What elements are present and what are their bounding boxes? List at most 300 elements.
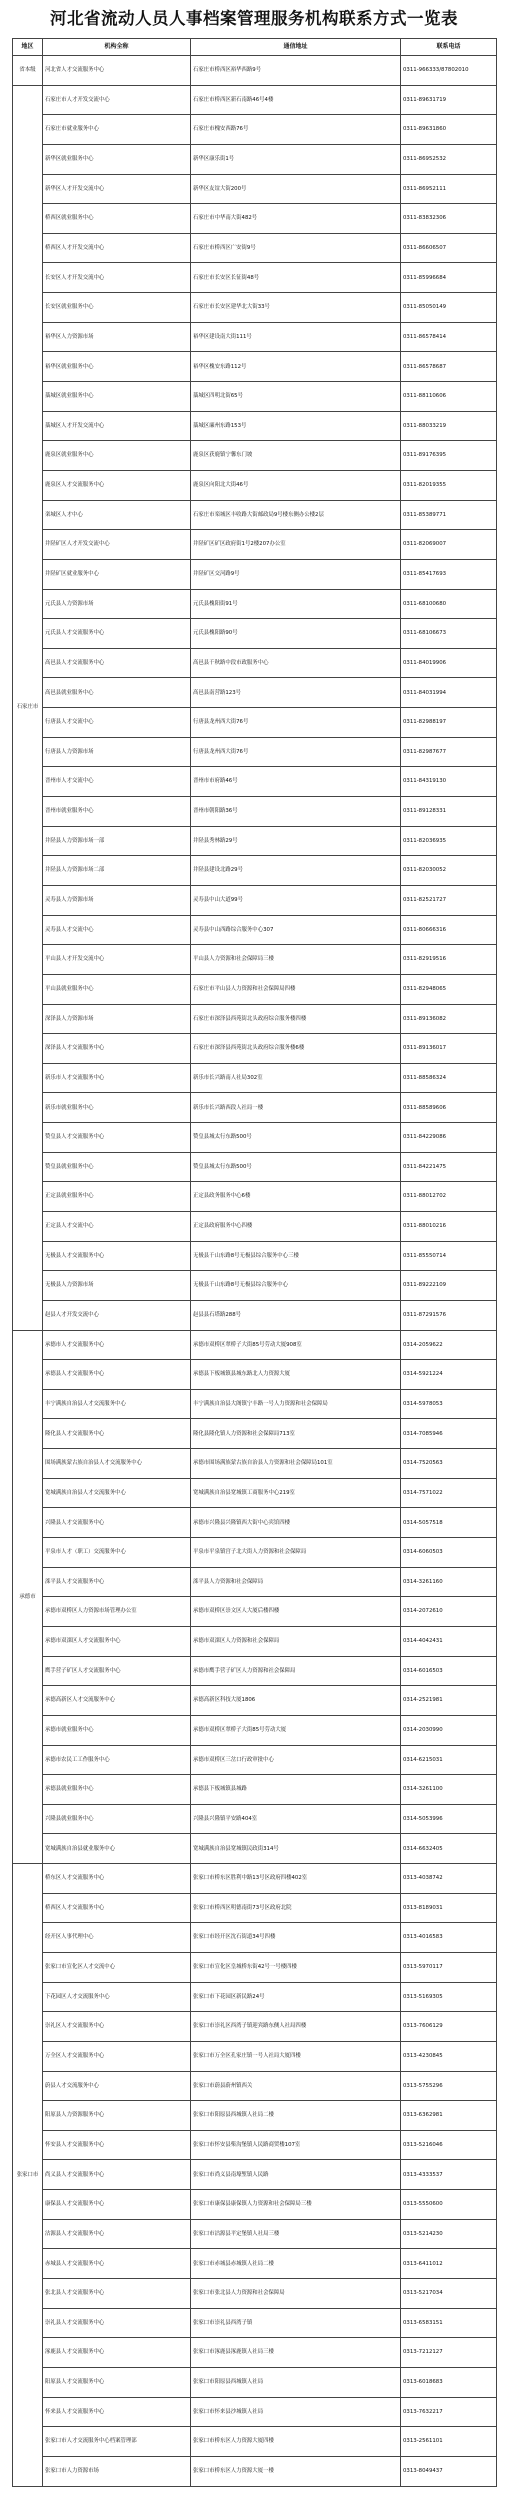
phone-cell: 0314-2030990 [401, 1715, 497, 1745]
phone-cell: 0313-6411012 [401, 2249, 497, 2279]
org-name-cell: 兴隆县人才交流服务中心 [43, 1508, 191, 1538]
address-cell: 张家口市张北县人力资源和社会保障局 [191, 2279, 401, 2309]
table-row [13, 1804, 497, 1834]
table-row [13, 56, 497, 86]
table-row [13, 1775, 497, 1805]
phone-cell: 0314-2072610 [401, 1597, 497, 1627]
address-cell: 鹿泉区获鹿镇宁馨东门坡 [191, 441, 401, 471]
address-cell: 张家口市桥东区人力资源大厦一楼 [191, 2456, 401, 2486]
table-row [13, 1211, 497, 1241]
org-name-cell: 承德市就业服务中心 [43, 1715, 191, 1745]
phone-cell: 0311-89631860 [401, 115, 497, 145]
org-name-cell: 宽城满族自治县就业服务中心 [43, 1834, 191, 1864]
phone-cell: 0311-82019355 [401, 470, 497, 500]
phone-cell: 0311-88586324 [401, 1063, 497, 1093]
address-cell: 无极县千山东路8号无极县综合服务中心 [191, 1271, 401, 1301]
table-row [13, 915, 497, 945]
org-name-cell: 鹰手营子矿区人才交流服务中心 [43, 1656, 191, 1686]
table-row [13, 2367, 497, 2397]
phone-cell: 0311-89222109 [401, 1271, 497, 1301]
address-cell: 张家口市康保县康保镇人力资源和社会保障局三楼 [191, 2190, 401, 2220]
phone-cell: 0313-4038742 [401, 1864, 497, 1894]
org-name-cell: 万全区人才交流服务中心 [43, 2041, 191, 2071]
address-cell: 石家庄市中华南大街482号 [191, 204, 401, 234]
table-row [13, 263, 497, 293]
phone-cell: 0314-4042431 [401, 1626, 497, 1656]
org-name-cell: 张北县人才交流服务中心 [43, 2279, 191, 2309]
org-name-cell: 高邑县就业服务中心 [43, 678, 191, 708]
org-name-cell: 行唐县人才交流中心 [43, 708, 191, 738]
org-name-cell: 承德高新区人才交流服务中心 [43, 1686, 191, 1716]
org-name-cell: 涿鹿县人才交流服务中心 [43, 2338, 191, 2368]
org-name-cell: 藁城区就业服务中心 [43, 382, 191, 412]
org-name-cell: 平泉市人才（职工）交流服务中心 [43, 1538, 191, 1568]
phone-cell: 0313-5214230 [401, 2219, 497, 2249]
table-row [13, 678, 497, 708]
address-cell: 晋州市朝阳路36号 [191, 797, 401, 827]
phone-cell: 0311-84221475 [401, 1152, 497, 1182]
org-name-cell: 行唐县人力资源市场 [43, 737, 191, 767]
org-name-cell: 经开区人事代理中心 [43, 1923, 191, 1953]
org-name-cell: 晋州市就业服务中心 [43, 797, 191, 827]
address-cell: 张家口市崇礼区西湾子镇迎宾路东侧人社局四楼 [191, 2012, 401, 2042]
table-row [13, 1152, 497, 1182]
address-cell: 承德市鹰手营子矿区人力资源和社会保障局 [191, 1656, 401, 1686]
address-cell: 元氏县槐阳路90号 [191, 619, 401, 649]
address-cell: 平山县人力资源和社会保障局三楼 [191, 945, 401, 975]
table-row [13, 1745, 497, 1775]
phone-cell: 0311-85550714 [401, 1241, 497, 1271]
table-row [13, 2338, 497, 2368]
address-cell: 承德市双桥区崇文区人大厦后楼四楼 [191, 1597, 401, 1627]
table-row [13, 1982, 497, 2012]
phone-cell: 0313-4016583 [401, 1923, 497, 1953]
address-cell: 裕华区槐安东路112号 [191, 352, 401, 382]
org-name-cell: 宽城满族自治县人才交流服务中心 [43, 1478, 191, 1508]
phone-cell: 0311-85389771 [401, 500, 497, 530]
org-name-cell: 赵县人才开发交流中心 [43, 1300, 191, 1330]
org-name-cell: 鹿泉区就业服务中心 [43, 441, 191, 471]
phone-cell: 0313-8189031 [401, 1893, 497, 1923]
org-name-cell: 高邑县人才交流服务中心 [43, 648, 191, 678]
table-row [13, 1923, 497, 1953]
org-name-cell: 桥西区人才交流服务中心 [43, 1893, 191, 1923]
address-cell: 正定县政务服务中心6楼 [191, 1182, 401, 1212]
phone-cell: 0311-86578687 [401, 352, 497, 382]
address-cell: 张家口市经开区沈石街道34号四楼 [191, 1923, 401, 1953]
address-cell: 承德市双桥区三岔口行政审批中心 [191, 1745, 401, 1775]
address-cell: 藁城区廉州东路153号 [191, 411, 401, 441]
phone-cell: 0313-7632217 [401, 2397, 497, 2427]
org-name-cell: 长安区就业服务中心 [43, 293, 191, 323]
phone-cell: 0311-89136017 [401, 1034, 497, 1064]
region-cell: 石家庄市 [13, 85, 43, 1330]
org-name-cell: 崇礼区人才交流服务中心 [43, 2012, 191, 2042]
phone-cell: 0311-68100680 [401, 589, 497, 619]
phone-cell: 0313-5970117 [401, 1953, 497, 1983]
table-row [13, 2190, 497, 2220]
address-cell: 无极县千山东路8号无极县综合服务中心三楼 [191, 1241, 401, 1271]
org-name-cell: 阳原县人力资源服务中心 [43, 2101, 191, 2131]
table-row [13, 2012, 497, 2042]
phone-cell: 0311-84229086 [401, 1123, 497, 1153]
org-name-cell: 崇礼县人才交流服务中心 [43, 2308, 191, 2338]
address-cell: 高邑县千秋路中段市政服务中心 [191, 648, 401, 678]
org-name-cell: 桥西区人才开发交流中心 [43, 233, 191, 263]
table-row [13, 2071, 497, 2101]
phone-cell: 0311-82036935 [401, 826, 497, 856]
table-row [13, 2249, 497, 2279]
phone-cell: 0311-89631719 [401, 85, 497, 115]
table-row [13, 1538, 497, 1568]
table-row [13, 1360, 497, 1390]
address-cell: 承德高新区科技大厦1806 [191, 1686, 401, 1716]
org-name-cell: 藁城区人才开发交流中心 [43, 411, 191, 441]
table-row [13, 1626, 497, 1656]
phone-cell: 0311-82919516 [401, 945, 497, 975]
phone-cell: 0313-5550600 [401, 2190, 497, 2220]
org-name-cell: 兴隆县就业服务中心 [43, 1804, 191, 1834]
table-row [13, 1389, 497, 1419]
table-row [13, 589, 497, 619]
table-row [13, 648, 497, 678]
table-row [13, 322, 497, 352]
org-name-cell: 深泽县人力资源市场 [43, 1004, 191, 1034]
address-cell: 张家口市宣化区皇城桥东街42号一号楼四楼 [191, 1953, 401, 1983]
phone-cell: 0313-5216046 [401, 2130, 497, 2160]
table-row [13, 1063, 497, 1093]
address-cell: 灵寿县中山大道99号 [191, 885, 401, 915]
phone-cell: 0314-3261160 [401, 1567, 497, 1597]
address-cell: 丰宁满族自治县大阁镇宁丰路一号人力资源和社会保障局 [191, 1389, 401, 1419]
address-cell: 新华区友谊大街200号 [191, 174, 401, 204]
org-name-cell: 新华区人才开发交流中心 [43, 174, 191, 204]
table-row [13, 619, 497, 649]
phone-cell: 0311-84319130 [401, 767, 497, 797]
phone-cell: 0314-2059622 [401, 1330, 497, 1360]
table-row [13, 470, 497, 500]
address-cell: 晋州市市府路46号 [191, 767, 401, 797]
table-row [13, 2456, 497, 2486]
address-cell: 石家庄市桥西区广安街9号 [191, 233, 401, 263]
address-cell: 张家口市尚义县南壕堑镇人民路 [191, 2160, 401, 2190]
phone-cell: 0311-82988197 [401, 708, 497, 738]
address-cell: 灵寿县中山西路综合服务中心307 [191, 915, 401, 945]
table-row [13, 767, 497, 797]
org-name-cell: 长安区人才开发交流中心 [43, 263, 191, 293]
table-row [13, 2427, 497, 2457]
phone-cell: 0314-6215031 [401, 1745, 497, 1775]
table-row [13, 500, 497, 530]
address-cell: 承德市双桥区翠桥子大街85号劳动大厦 [191, 1715, 401, 1745]
address-cell: 张家口市崇礼县西湾子镇 [191, 2308, 401, 2338]
address-cell: 平泉市平泉镇宫子北大街人力资源和社会保障局 [191, 1538, 401, 1568]
address-cell: 赞皇县城太行东路500号 [191, 1152, 401, 1182]
table-row [13, 1330, 497, 1360]
org-name-cell: 晋州市人才交流中心 [43, 767, 191, 797]
table-row [13, 797, 497, 827]
address-cell: 张家口市怀来县沙城镇人社局 [191, 2397, 401, 2427]
table-row [13, 1478, 497, 1508]
phone-cell: 0313-6362981 [401, 2101, 497, 2131]
phone-cell: 0311-86952532 [401, 144, 497, 174]
org-name-cell: 鹿泉区人才交流服务中心 [43, 470, 191, 500]
address-cell: 行唐县龙州西大街76号 [191, 737, 401, 767]
org-name-cell: 石家庄市就业服务中心 [43, 115, 191, 145]
org-name-cell: 赞皇县就业服务中心 [43, 1152, 191, 1182]
table-row [13, 737, 497, 767]
address-cell: 井陉矿区矿区政府街1号2楼207办公室 [191, 530, 401, 560]
phone-cell: 0311-88110606 [401, 382, 497, 412]
phone-cell: 0313-6018683 [401, 2367, 497, 2397]
table-row [13, 1419, 497, 1449]
org-name-cell: 正定县就业服务中心 [43, 1182, 191, 1212]
phone-cell: 0311-966333/87802010 [401, 56, 497, 86]
org-name-cell: 平山县人才开发交流中心 [43, 945, 191, 975]
address-cell: 张家口市桥东区人力资源大厦四楼 [191, 2427, 401, 2457]
phone-cell: 0313-4230845 [401, 2041, 497, 2071]
table-row [13, 885, 497, 915]
table-row [13, 945, 497, 975]
header-phone: 联系电话 [401, 39, 497, 56]
table-row [13, 174, 497, 204]
phone-cell: 0313-7212127 [401, 2338, 497, 2368]
table-row [13, 1597, 497, 1627]
address-cell: 高邑县南营路123号 [191, 678, 401, 708]
org-name-cell: 围场满族蒙古族自治县人才交流服务中心 [43, 1449, 191, 1479]
table-row [13, 352, 497, 382]
table-row [13, 1449, 497, 1479]
phone-cell: 0314-5057518 [401, 1508, 497, 1538]
phone-cell: 0314-5053996 [401, 1804, 497, 1834]
header-org: 机构全称 [43, 39, 191, 56]
table-row [13, 1864, 497, 1894]
phone-cell: 0311-89176395 [401, 441, 497, 471]
table-row [13, 1182, 497, 1212]
org-name-cell: 新乐市人才交流服务中心 [43, 1063, 191, 1093]
address-cell: 石家庄市长安区建华北大街33号 [191, 293, 401, 323]
table-row [13, 115, 497, 145]
address-cell: 新乐市长兴路南人社局302室 [191, 1063, 401, 1093]
address-cell: 井陉矿区交河路9号 [191, 559, 401, 589]
table-row [13, 2308, 497, 2338]
table-row [13, 1567, 497, 1597]
phone-cell: 0311-84019906 [401, 648, 497, 678]
org-name-cell: 康保县人才交流服务中心 [43, 2190, 191, 2220]
table-row [13, 974, 497, 1004]
phone-cell: 0313-2561101 [401, 2427, 497, 2457]
org-name-cell: 赞皇县人才交流服务中心 [43, 1123, 191, 1153]
address-cell: 张家口市阳原县西城镇人社局二楼 [191, 2101, 401, 2131]
phone-cell: 0314-7085946 [401, 1419, 497, 1449]
org-name-cell: 井陉县人力资源市场一部 [43, 826, 191, 856]
org-name-cell: 丰宁满族自治县人才交流服务中心 [43, 1389, 191, 1419]
table-row [13, 826, 497, 856]
phone-cell: 0311-85417693 [401, 559, 497, 589]
phone-cell: 0313-5217034 [401, 2279, 497, 2309]
table-row [13, 2160, 497, 2190]
address-cell: 张家口市桥西区明德南街73号区政府北院 [191, 1893, 401, 1923]
org-name-cell: 灵寿县人才交流中心 [43, 915, 191, 945]
phone-cell: 0311-82948065 [401, 974, 497, 1004]
table-row [13, 1893, 497, 1923]
table-row [13, 2279, 497, 2309]
address-cell: 张家口市怀安县柴沟堡镇人民路商贸楼107室 [191, 2130, 401, 2160]
table-header-row [13, 39, 497, 56]
table-row [13, 856, 497, 886]
address-cell: 藁城区四明北街65号 [191, 382, 401, 412]
phone-cell: 0314-2521981 [401, 1686, 497, 1716]
phone-cell: 0311-86578414 [401, 322, 497, 352]
address-cell: 新华区康乐街1号 [191, 144, 401, 174]
phone-cell: 0311-85050149 [401, 293, 497, 323]
org-name-cell: 井陉矿区人才开发交流中心 [43, 530, 191, 560]
org-name-cell: 沽源县人才交流服务中心 [43, 2219, 191, 2249]
table-row [13, 1034, 497, 1064]
address-cell: 张家口市涿鹿县涿鹿镇人社局三楼 [191, 2338, 401, 2368]
org-name-cell: 阳原县人才交流服务中心 [43, 2367, 191, 2397]
phone-cell: 0313-5755296 [401, 2071, 497, 2101]
org-name-cell: 灵寿县人力资源市场 [43, 885, 191, 915]
phone-cell: 0313-7606129 [401, 2012, 497, 2042]
address-cell: 石家庄市栾城区丰收路大街邮政局9号楼东侧办公楼2层 [191, 500, 401, 530]
address-cell: 承德市围场满族蒙古族自治县人力资源和社会保障局101室 [191, 1449, 401, 1479]
address-cell: 石家庄市深泽县西苑街北头政府综合服务楼6楼 [191, 1034, 401, 1064]
org-name-cell: 怀安县人才交流服务中心 [43, 2130, 191, 2160]
phone-cell: 0311-86606507 [401, 233, 497, 263]
phone-cell: 0314-6016503 [401, 1656, 497, 1686]
table-row [13, 708, 497, 738]
table-row [13, 1271, 497, 1301]
address-cell: 石家庄市槐安西路76号 [191, 115, 401, 145]
address-cell: 承德市兴隆县兴隆镇西大街中心宾馆四楼 [191, 1508, 401, 1538]
phone-cell: 0313-4333537 [401, 2160, 497, 2190]
header-region: 地区 [13, 39, 43, 56]
header-address: 通信地址 [191, 39, 401, 56]
phone-cell: 0314-5978053 [401, 1389, 497, 1419]
table-row [13, 1300, 497, 1330]
org-name-cell: 裕华区就业服务中心 [43, 352, 191, 382]
org-name-cell: 河北省人才交流服务中心 [43, 56, 191, 86]
org-name-cell: 元氏县人力资源市场 [43, 589, 191, 619]
org-name-cell: 新华区就业服务中心 [43, 144, 191, 174]
table-row [13, 441, 497, 471]
org-name-cell: 怀来县人才交流服务中心 [43, 2397, 191, 2427]
table-row [13, 1834, 497, 1864]
org-name-cell: 张家口市宣化区人才交流中心 [43, 1953, 191, 1983]
table-row [13, 1241, 497, 1271]
org-name-cell: 承德市农民工工作服务中心 [43, 1745, 191, 1775]
contact-table [12, 38, 497, 2487]
org-name-cell: 无极县人才交流服务中心 [43, 1241, 191, 1271]
phone-cell: 0311-82521727 [401, 885, 497, 915]
phone-cell: 0314-7520563 [401, 1449, 497, 1479]
org-name-cell: 裕华区人力资源市场 [43, 322, 191, 352]
address-cell: 石家庄市深泽县西苑街北头政府综合服务楼四楼 [191, 1004, 401, 1034]
org-name-cell: 元氏县人才交流服务中心 [43, 619, 191, 649]
org-name-cell: 承德县人才交流服务中心 [43, 1360, 191, 1390]
phone-cell: 0311-82987677 [401, 737, 497, 767]
document-title: 河北省流动人员人事档案管理服务机构联系方式一览表 [50, 9, 458, 28]
phone-cell: 0311-85996684 [401, 263, 497, 293]
table-row [13, 530, 497, 560]
address-cell: 兴隆县兴隆镇平安路404室 [191, 1804, 401, 1834]
address-cell: 承德县下板城镇县城东路北人力资源大厦 [191, 1360, 401, 1390]
phone-cell: 0311-84031994 [401, 678, 497, 708]
table-row [13, 144, 497, 174]
address-cell: 井陉县建设北路29号 [191, 856, 401, 886]
address-cell: 滦平县人力资源和社会保障局 [191, 1567, 401, 1597]
org-name-cell: 无极县人力资源市场 [43, 1271, 191, 1301]
org-name-cell: 正定县人才交流中心 [43, 1211, 191, 1241]
address-cell: 赞皇县城太行东路500号 [191, 1123, 401, 1153]
table-row [13, 2101, 497, 2131]
table-row [13, 559, 497, 589]
org-name-cell: 栾城区人才中心 [43, 500, 191, 530]
org-name-cell: 滦平县人才交流服务中心 [43, 1567, 191, 1597]
org-name-cell: 桥西区就业服务中心 [43, 204, 191, 234]
phone-cell: 0313-5169305 [401, 1982, 497, 2012]
address-cell: 石家庄市长安区长征街48号 [191, 263, 401, 293]
address-cell: 承德市双滦区人力资源和社会保障局 [191, 1626, 401, 1656]
table-row [13, 2041, 497, 2071]
table-body [13, 56, 497, 2487]
address-cell: 张家口市沽源县平定堡镇人社局三楼 [191, 2219, 401, 2249]
phone-cell: 0313-8049437 [401, 2456, 497, 2486]
address-cell: 宽城满族自治县宽城镇工商服务中心219室 [191, 1478, 401, 1508]
address-cell: 正定县政府服务中心四楼 [191, 1211, 401, 1241]
phone-cell: 0311-88012702 [401, 1182, 497, 1212]
org-name-cell: 深泽县人才交流服务中心 [43, 1034, 191, 1064]
table-row [13, 85, 497, 115]
table-row [13, 2130, 497, 2160]
org-name-cell: 张家口市人力资源市场 [43, 2456, 191, 2486]
region-cell: 省本级 [13, 56, 43, 86]
org-name-cell: 桥东区人才交流服务中心 [43, 1864, 191, 1894]
phone-cell: 0314-5921224 [401, 1360, 497, 1390]
phone-cell: 0311-82069007 [401, 530, 497, 560]
org-name-cell: 井陉矿区就业服务中心 [43, 559, 191, 589]
org-name-cell: 尚义县人才交流服务中心 [43, 2160, 191, 2190]
phone-cell: 0314-6060503 [401, 1538, 497, 1568]
address-cell: 石家庄市桥西区裕华西路9号 [191, 56, 401, 86]
org-name-cell: 赤城县人才交流服务中心 [43, 2249, 191, 2279]
org-name-cell: 蔚县人才交流服务中心 [43, 2071, 191, 2101]
table-row [13, 1004, 497, 1034]
table-row [13, 382, 497, 412]
org-name-cell: 承德市双桥区人力资源市场管理办公室 [43, 1597, 191, 1627]
phone-cell: 0313-6583151 [401, 2308, 497, 2338]
table-row [13, 1123, 497, 1153]
phone-cell: 0311-68106673 [401, 619, 497, 649]
org-name-cell: 石家庄市人才开发交流中心 [43, 85, 191, 115]
address-cell: 隆化县隆化镇人力资源和社会保障局713室 [191, 1419, 401, 1449]
phone-cell: 0311-88010216 [401, 1211, 497, 1241]
org-name-cell: 张家口市人才交流服务中心档案管理部 [43, 2427, 191, 2457]
table-row [13, 1656, 497, 1686]
phone-cell: 0311-80666316 [401, 915, 497, 945]
address-cell: 张家口市阳原县西城镇人社局 [191, 2367, 401, 2397]
phone-cell: 0311-88589606 [401, 1093, 497, 1123]
table-row [13, 1093, 497, 1123]
address-cell: 井陉县秀林路29号 [191, 826, 401, 856]
org-name-cell: 井陉县人力资源市场二部 [43, 856, 191, 886]
address-cell: 石家庄市桥西区新石南路46号4楼 [191, 85, 401, 115]
address-cell: 赵县县石塔路288号 [191, 1300, 401, 1330]
address-cell: 承德市双桥区翠桥子大街85号劳动大厦908室 [191, 1330, 401, 1360]
region-cell: 张家口市 [13, 1864, 43, 2486]
org-name-cell: 下花园区人才交流服务中心 [43, 1982, 191, 2012]
